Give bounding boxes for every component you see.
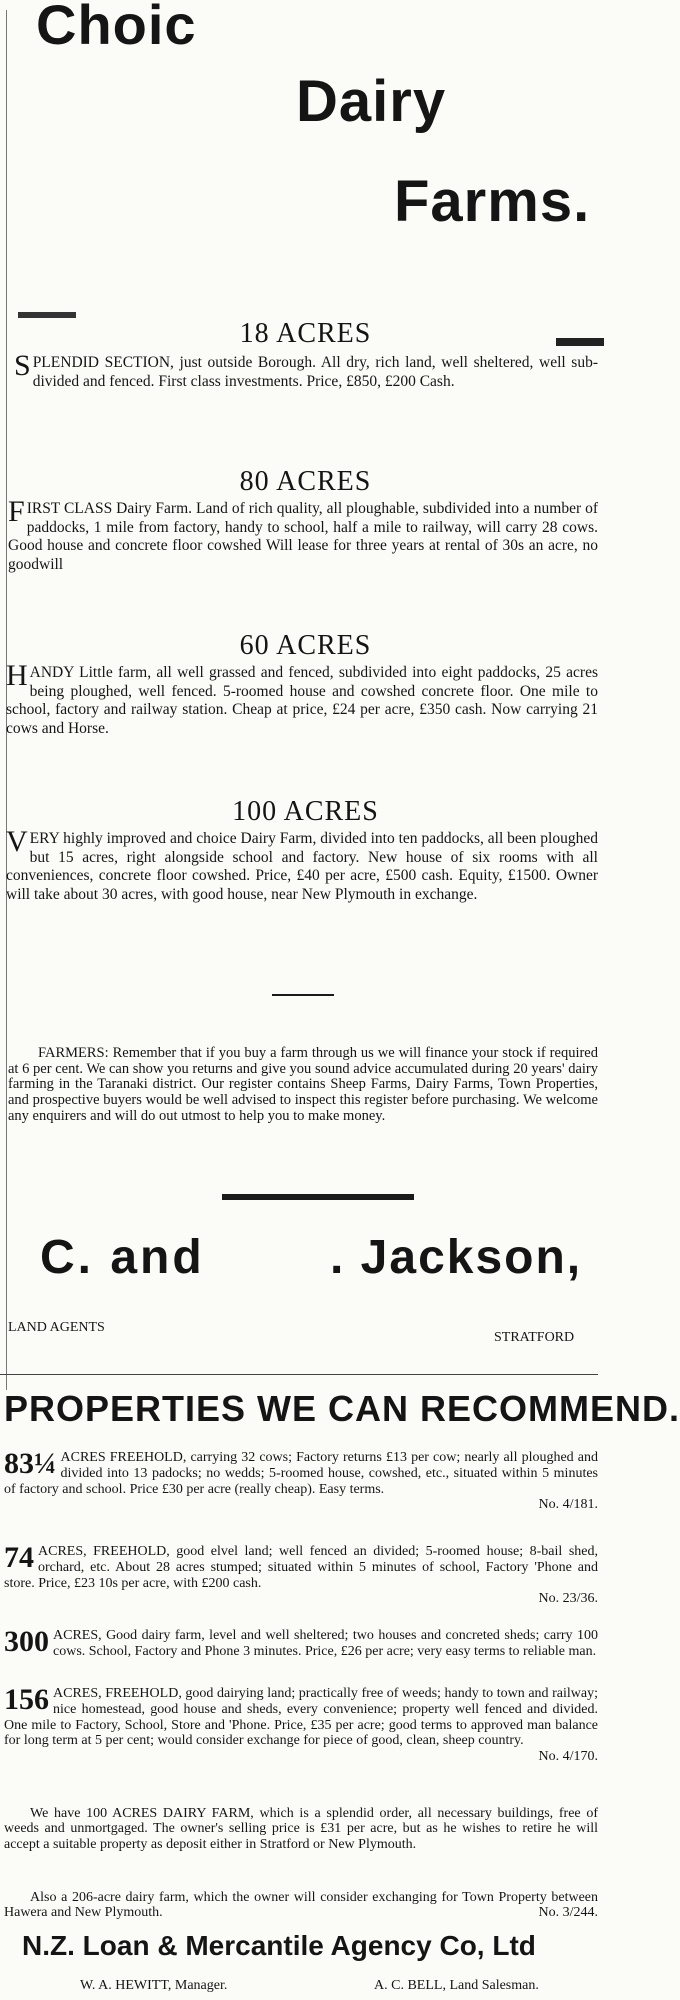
- listing-heading-80-acres: 80 ACRES: [239, 466, 372, 497]
- footer-salesman: A. C. BELL, Land Salesman.: [374, 1978, 539, 1993]
- listing-text: PLENDID SECTION, just outside Borough. All dry, rich land, well sheltered, well sub-divided and fenced. First class investments. Price, £850, £200 Cash.: [32, 354, 598, 390]
- listing-text: ERY highly improved and choice Dairy Farm, divided into ten paddocks, all been ploughed but 15 acres, right alongside school and factory. New house of six rooms with all conveniences, concrete floor cowshed. Price, £40 per acre, £500 cash. Equity, £1500. Owner will take about 30 acres, with good house, near New Plymouth in exchange.: [6, 830, 598, 903]
- listing-heading-60-acres: 60 ACRES: [239, 630, 372, 661]
- header-word-choic: Choic: [36, 0, 197, 56]
- property-acreage: 156: [4, 1683, 49, 1716]
- listing-body-100-acres: [6, 825, 598, 904]
- footer-manager: W. A. HEWITT, Manager.: [80, 1978, 228, 1993]
- short-divider: [272, 994, 334, 996]
- property-text: ACRES, FREEHOLD, good elvel land; well fenced an divided; 5-roomed house; 8-bail shed, orchard, etc. About 28 acres stumped; situated within 5 minutes of school, Factory 'Phone and store. Price, £23 10s per acre, with £200 cash.: [4, 1544, 598, 1591]
- section-divider: [0, 1374, 598, 1375]
- listing-text: ANDY Little farm, all well grassed and fenced, subdivided into eight paddocks, 25 acres being ploughed, well fenced. 5-roomed house and cowshed concrete floor. One mile to school, factory and railway station. Cheap at price, £24 per acre, £350 cash. Now carrying 21 cows and Horse.: [6, 664, 598, 737]
- header-word-dairy: Dairy: [296, 69, 447, 134]
- thick-divider: [222, 1194, 414, 1200]
- property-text: ACRES FREEHOLD, carrying 32 cows; Factory returns £13 per cow; nearly all ploughed and divided into 13 padocks; no wedds; 5-roomed house, cowshed, etc., situated within 5 minutes of factory and school. Price £30 per acre (really cheap). Easy terms.: [4, 1450, 598, 1497]
- listing-body-18-acres: [14, 349, 598, 391]
- agents-label: LAND AGENTS: [8, 1320, 105, 1335]
- listing-heading-18-acres: 18 ACRES: [239, 318, 372, 349]
- property-text: ACRES, FREEHOLD, good dairying land; practically free of weeds; handy to town and railway; nice homestead, good house and sheds, every convenience; property well fenced and divided. One mile to Factory, School, Store and 'Phone. Price, £35 per acre; good terms to approved man balance for long term at 5 per cent; would consider exchange for piece of good, clean, sheep country.: [4, 1686, 598, 1749]
- header-word-farms: Farms.: [394, 169, 591, 234]
- listing-initial: H: [6, 659, 28, 692]
- listing-body-80-acres: [8, 495, 598, 574]
- footer-agency-name: N.Z. Loan & Mercantile Agency Co, Ltd: [22, 1930, 536, 1961]
- property-note-206-acres: [4, 1890, 598, 1921]
- farmers-note: FARMERS: Remember that if you buy a farm through us we will finance your stock if required at 6 per cent. We can show you returns and give you sound advice accumulated during 20 years' dairy farming in the Taranaki district. Our register contains Sheep Farms, Dairy Farms, Town Properties, and prospective buyers would be well advised to inspect this register before purchasing. We welcome any enquirers and will do out utmost to help you to make money.: [8, 1045, 598, 1124]
- property-note-100-acres: We have 100 ACRES DAIRY FARM, which is a splendid order, all necessary buildings, free of weeds and unmortgaged. The owner's selling price is £31 per acre, but as he wishes to retire he will accept a suitable property as deposit either in Stratford or New Plymouth.: [4, 1806, 598, 1852]
- property-acreage: 74: [4, 1541, 34, 1574]
- property-ref: No. 23/36.: [538, 1591, 598, 1607]
- properties-heading: PROPERTIES WE CAN RECOMMEND.: [4, 1388, 680, 1429]
- listing-initial: F: [8, 495, 25, 528]
- property-ref: No. 4/181.: [538, 1497, 598, 1513]
- property-note-ref: No. 3/244.: [538, 1905, 598, 1921]
- property-item-83-acres: [4, 1447, 598, 1513]
- property-acreage: 300: [4, 1625, 49, 1658]
- property-item-156-acres: [4, 1683, 598, 1765]
- listing-body-60-acres: [6, 659, 598, 738]
- agents-town: STRATFORD: [494, 1330, 575, 1345]
- property-item-300-acres: [4, 1625, 598, 1660]
- property-note-text: Also a 206-acre dairy farm, which the owner will consider exchanging for Town Property between Hawera and New Plymouth.: [4, 1890, 598, 1921]
- listing-initial: S: [14, 349, 31, 382]
- listing-text: IRST CLASS Dairy Farm. Land of rich quality, all ploughable, subdivided into a number of paddocks, 1 mile from factory, handy to school, half a mile to railway, will carry 28 cows. Good house and concrete floor cowshed Will lease for three years at rental of 30s an acre, no goodwill: [8, 500, 598, 573]
- property-ref: No. 4/170.: [538, 1749, 598, 1765]
- listing-heading-100-acres: 100 ACRES: [232, 796, 379, 827]
- property-text: ACRES, Good dairy farm, level and well sheltered; two houses and concreted sheds; carry 100 cows. School, Factory and Phone 3 minutes. Price, £26 per acre; very easy terms to reliable man.: [53, 1628, 598, 1659]
- agents-name-left: C. and: [40, 1231, 205, 1284]
- listing-initial: V: [6, 825, 28, 858]
- agents-name-right: . Jackson,: [330, 1231, 583, 1284]
- property-item-74-acres: [4, 1541, 598, 1607]
- property-acreage: 83¼: [4, 1447, 57, 1480]
